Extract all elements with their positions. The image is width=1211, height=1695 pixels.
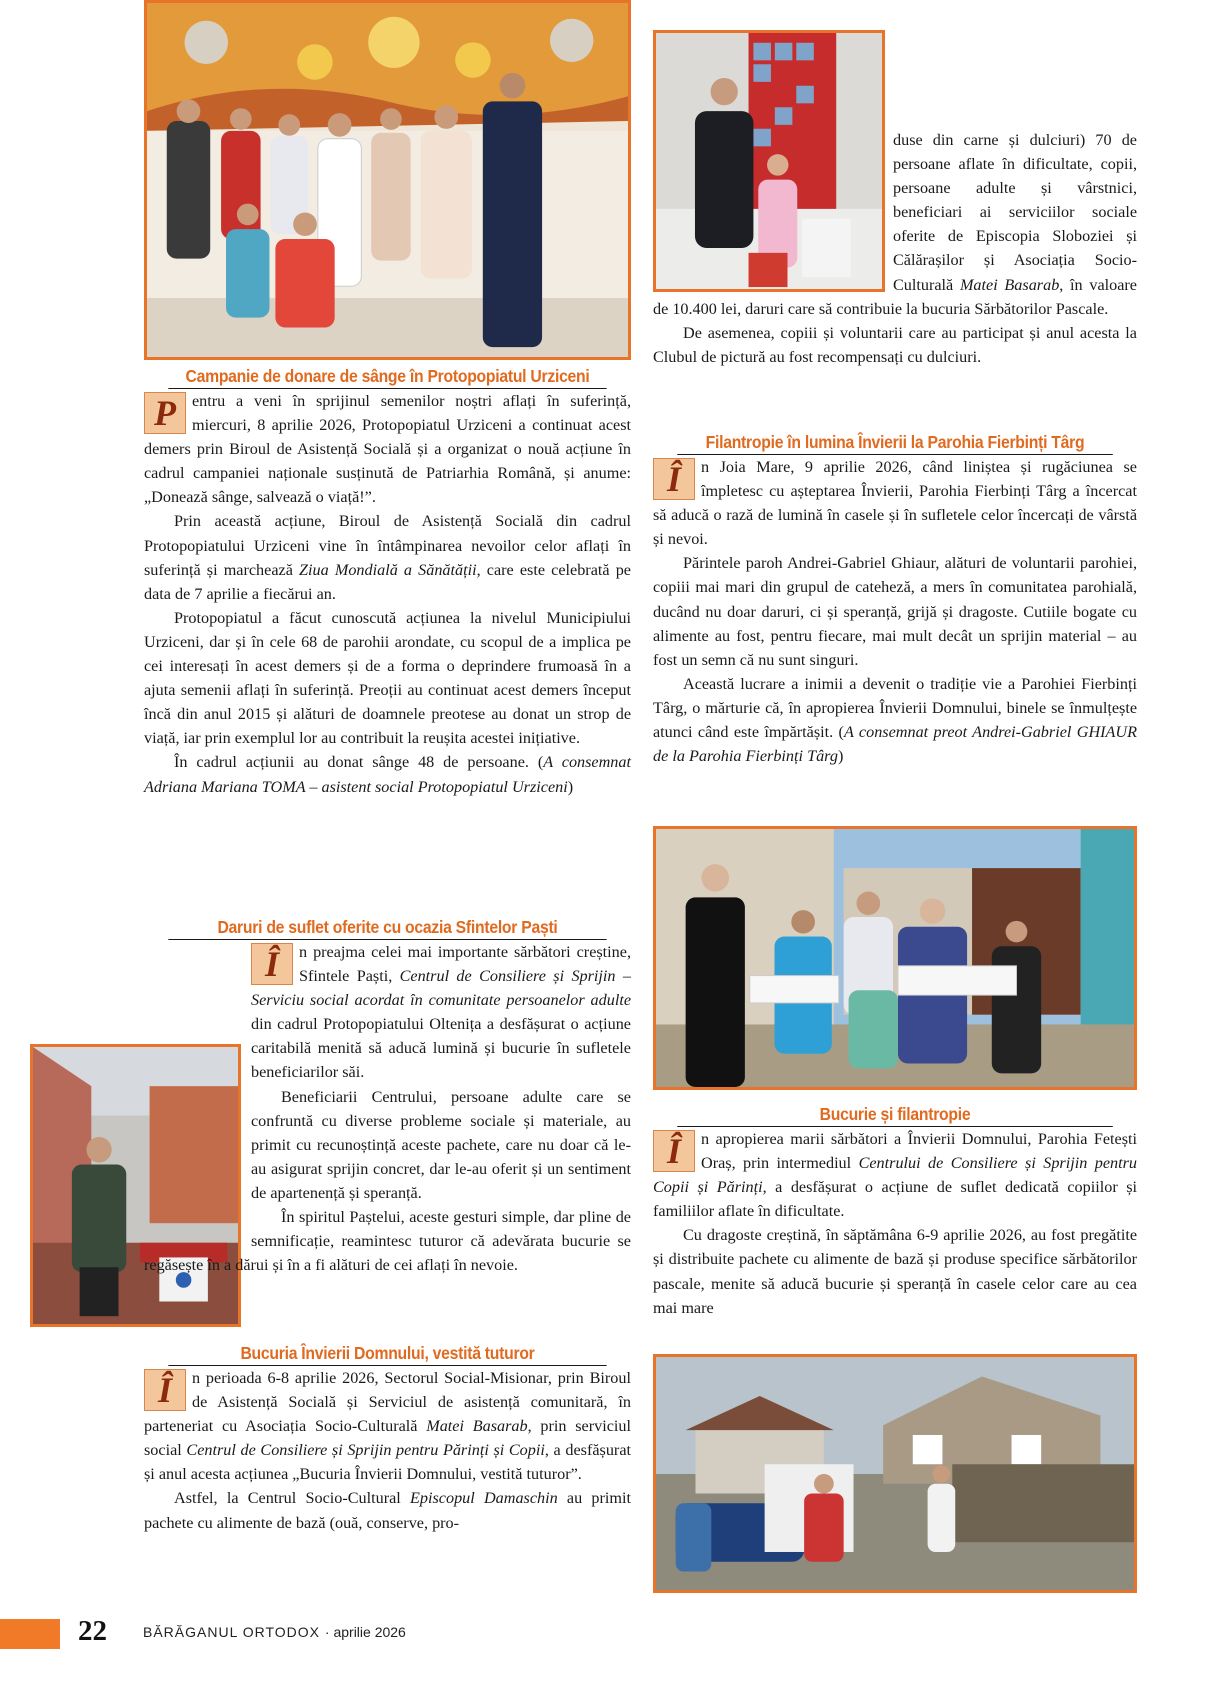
article-title: Bucurie și filantropie: [677, 1102, 1113, 1127]
article-title: Daruri de suflet oferite cu ocazia Sfintelor Paști: [168, 915, 606, 940]
article-paragraph: Î n preajma celei mai importante sărbători creștine, Sfintele Paști, Centrul de Consiliere și Sprijin – Serviciu social acordat în comunitate persoanelor adulte din cadrul Protopopiatului Oltenița a desfășurat o acțiune caritabilă menită să aducă lumină și bucurie în sufletele beneficiarilor săi.: [251, 943, 631, 1082]
article-paragraph: Această lucrare a inimii a devenit o tradiție vie a Parohiei Fierbinți Târg, o mărturie că, în apropierea Învierii Domnului, binele se înmulțește atunci când este împărtășit. (A consemnat preot Andrei-Gabriel GHIAUR de la Parohia Fierbinți Târg): [653, 674, 1137, 766]
photo-float-spacer: [653, 128, 893, 296]
drop-cap: Î: [144, 1369, 186, 1411]
article-paragraph: Prin această acțiune, Biroul de Asistență Socială din cadrul Protopopiatului Urziceni vine în întâmpinarea nevoilor celor aflați în suferință și marchează Ziua Mondială a Sănătății, care este celebrată pe data de 7 aprilie a fiecărui an.: [144, 512, 631, 603]
article-fierbinti-philanthropy: [653, 430, 1137, 768]
article-paragraph: Beneficiarii Centrului, persoane adulte care se confruntă cu diverse probleme sociale și materiale, au primit cu recunoștință aceste pachete, care nu doar că le-au asigurat sprijin concret, dar le-au oferit și un sentiment de apartenență și speranță.: [251, 1087, 631, 1202]
drop-cap: P: [144, 392, 186, 434]
article-paragraph: Părintele paroh Andrei-Gabriel Ghiaur, alături de voluntarii parohiei, copiii mai mari din grupul de cateheză, a mers în comunitatea parohială, ducând nu doar daruri, ci și speranță, grijă și dragoste. Cutiile bogate cu alimente au fost, pentru fiecare, mai mult decât un sprijin material – au fost un semn că nu sunt singuri.: [653, 554, 1137, 669]
photo-fetesti-distribution: [653, 1354, 1137, 1593]
drop-cap: Î: [653, 1130, 695, 1172]
article-blood-donation: [144, 364, 631, 799]
article-paragraph: P entru a veni în sprijinul semenilor noștri aflați în suferință, miercuri, 8 aprilie 2026, Protopopiatul Urziceni a continuat acest demers prin Biroul de Asistență Socială și a organizat o nouă acțiune în cadrul campaniei naționale susținută de Patriarhia Română, și anume: „Donează sânge, salvează o viață!”.: [144, 392, 631, 507]
article-paragraph: Î n Joia Mare, 9 aprilie 2026, când liniștea și rugăciunea se împletesc cu așteptarea Învierii, Parohia Fierbinți Târg a încercat să aducă o rază de lumină în casele și în sufletele celor încercați de vârstă și nevoi.: [653, 458, 1137, 549]
article-paragraph: Î n perioada 6-8 aprilie 2026, Sectorul Social-Misionar, prin Biroul de Asistență Socială și Serviciul de asistență comunitară, în parteneriat cu Asociația Socio-Culturală Matei Basarab, prin serviciul social Centrul de Consiliere și Sprijin pentru Părinți și Copii, a desfășurat și anul acesta acțiunea „Bucuria Învierii Domnului, vestită tuturor”.: [144, 1369, 631, 1484]
publication-name: BĂRĂGANUL ORTODOX: [143, 1624, 321, 1640]
article-paragraph: În spiritul Paștelui, aceste gesturi simple, dar pline de semnificație, reamintesc tuturor că adevărata bucurie se regăsește în a dărui și în a fi alături de cei aflați în nevoie.: [144, 1208, 631, 1275]
article-title: Bucuria Învierii Domnului, vestită tuturor: [168, 1341, 606, 1366]
footer-accent-bar: [0, 1619, 60, 1649]
article-paragraph: duse din carne și dulciuri) 70 de persoane aflate în dificultate, copii, persoane adulte și vârstnici, beneficiari ai serviciilor sociale oferite de Episcopia Sloboziei și Călărașilor și Asociația Socio-Culturală Matei Basarab, în valoare de 10.400 lei, daruri care să contribuie la bucuria Sărbătorilor Pascale.: [653, 131, 1137, 318]
article-title: Campanie de donare de sânge în Protopopiatul Urziceni: [168, 364, 606, 389]
article-paragraph: De asemenea, copiii și voluntarii care au participat și anul acesta la Clubul de pictură au fost recompensați cu dulciuri.: [653, 323, 1137, 366]
article-resurrection-joy-continued: [653, 128, 1137, 369]
article-paragraph: Cu dragoste creștină, în săptămâna 6-9 aprilie 2026, au fost pregătite și distribuite pachete cu alimente de bază și produse specifice sărbătorilor pascale, menite să aducă bucurie și speranță în casele celor care au cea mai mare: [653, 1226, 1137, 1317]
article-paragraph: Î n apropierea marii sărbători a Învierii Domnului, Parohia Fetești Oraș, prin intermediul Centrului de Consiliere și Sprijin pentru Copii și Părinți, a desfășurat o acțiune de suflet dedicată copiilor și familiilor aflate în dificultate.: [653, 1130, 1137, 1221]
article-title: Filantropie în lumina Învierii la Parohia Fierbinți Târg: [677, 430, 1113, 455]
article-resurrection-joy: [144, 1341, 631, 1535]
drop-cap: Î: [653, 458, 695, 500]
article-paragraph: Astfel, la Centrul Socio-Cultural Episcopul Damaschin au primit pachete cu alimente de bază (ouă, conserve, pro-: [144, 1489, 631, 1532]
page-number: 22: [78, 1615, 107, 1647]
photo-blood-donation-group: [144, 0, 631, 360]
article-paragraph: În cadrul acțiunii au donat sânge 48 de persoane. (A consemnat Adriana Mariana TOMA – asistent social Protopopiatul Urziceni): [144, 753, 631, 796]
drop-cap: Î: [251, 943, 293, 985]
article-joy-philanthropy: [653, 1102, 1137, 1320]
photo-fierbinti-volunteers: [653, 826, 1137, 1090]
article-easter-gifts: [144, 915, 631, 1277]
publication-date: · aprilie 2026: [324, 1624, 406, 1640]
article-paragraph: Protopopiatul a făcut cunoscută acțiunea la nivelul Municipiului Urziceni, dar și în cele 68 de parohii arondate, cu scopul de a implica pe cei interesați în acest demers și de a forma o deprindere frumoasă în a ajuta semenii aflați în suferință. Preoții au continuat acest demers început încă din anul 2015 și alături de doamnele preotese au donat un strop de viață, iar prin exemplul lor au contribuit la reușita acestei inițiative.: [144, 608, 631, 748]
photo-float-spacer: [144, 940, 251, 1230]
footer-publication: [143, 1624, 406, 1640]
